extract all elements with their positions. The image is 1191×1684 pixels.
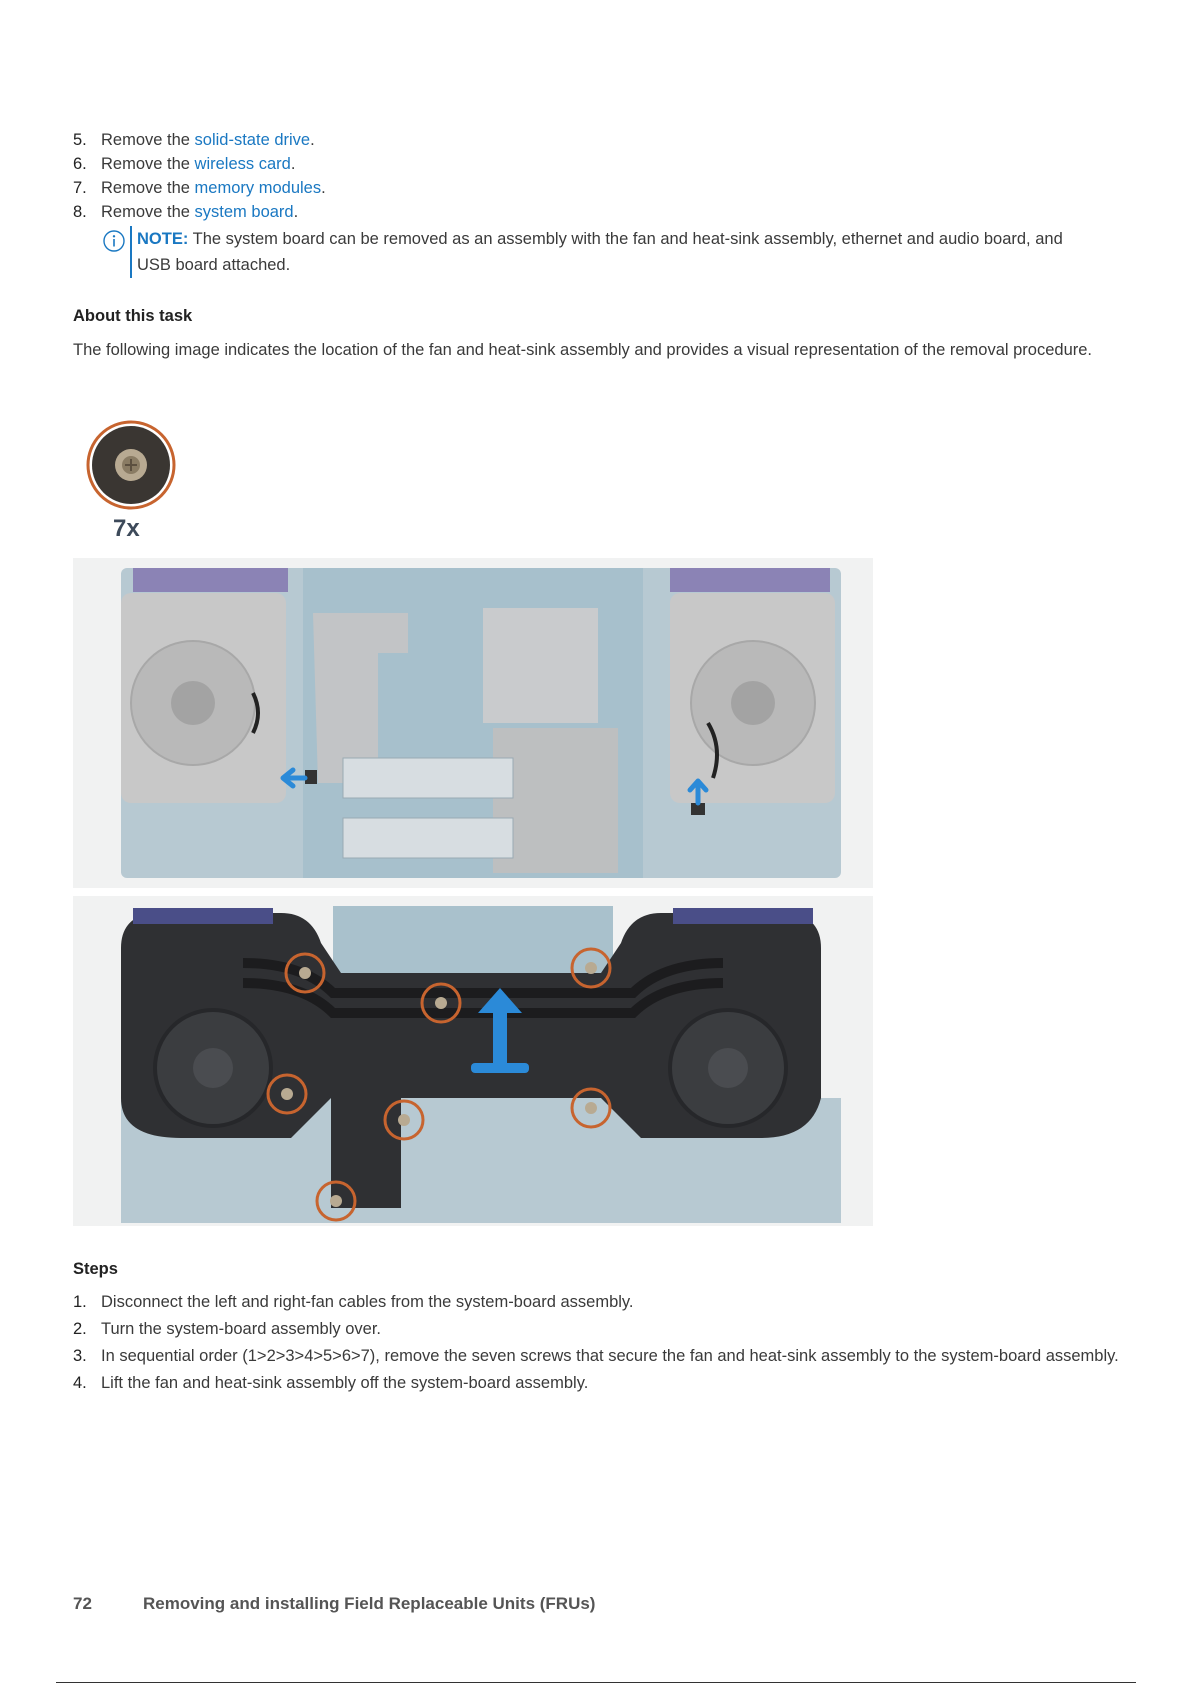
page-footer xyxy=(73,1594,595,1614)
footer-divider xyxy=(56,1682,1136,1683)
fan-heatsink-removal-figure xyxy=(73,418,873,1226)
note-text: NOTE: The system board can be removed as an assembly with the fan and heat-sink assembly, ethernet and audio board, and USB board attached. xyxy=(137,230,1063,274)
top-panel-illustration xyxy=(73,558,873,888)
step-number: 2. xyxy=(73,1320,87,1338)
list-item: 7. Remove the memory modules. xyxy=(73,179,326,197)
step-number: 8. xyxy=(73,203,87,221)
steps-heading: Steps xyxy=(73,1260,118,1278)
step-number: 7. xyxy=(73,179,87,197)
step-number: 3. xyxy=(73,1347,87,1365)
note-bar xyxy=(130,226,132,278)
step-number: 4. xyxy=(73,1374,87,1392)
about-text: The following image indicates the location of the fan and heat-sink assembly and provides a visual representation of the removal procedure. xyxy=(73,341,1093,359)
solid-state-drive-link[interactable]: solid-state drive xyxy=(194,131,311,149)
about-heading: About this task xyxy=(73,307,193,325)
list-item: 8. Remove the system board. xyxy=(73,203,299,221)
list-item: 1. Disconnect the left and right-fan cables from the system-board assembly. xyxy=(73,1293,634,1311)
screw-callout xyxy=(88,422,174,508)
list-item: 4. Lift the fan and heat-sink assembly off the system-board assembly. xyxy=(73,1374,589,1392)
step-number: 1. xyxy=(73,1293,87,1311)
footer-section-title: Removing and installing Field Replaceable Units (FRUs) xyxy=(143,1594,596,1613)
steps-list xyxy=(73,1292,1123,1393)
info-icon xyxy=(103,230,125,252)
note-box xyxy=(103,224,1083,278)
screw-count: 7x xyxy=(113,515,140,542)
list-item: 6. Remove the wireless card. xyxy=(73,155,296,173)
list-item: 3. In sequential order (1>2>3>4>5>6>7), remove the seven screws that secure the fan and heat-sink assembly to the system-board assembly. xyxy=(73,1347,1119,1365)
note-label: NOTE: xyxy=(137,230,189,248)
step-number: 6. xyxy=(73,155,87,173)
prerequisite-list xyxy=(73,130,1123,222)
system-board-link[interactable]: system board xyxy=(194,203,294,221)
wireless-card-link[interactable]: wireless card xyxy=(194,155,291,173)
step-number: 5. xyxy=(73,131,87,149)
list-item: 5. Remove the solid-state drive. xyxy=(73,131,315,149)
bottom-panel-illustration xyxy=(73,896,873,1226)
memory-modules-link[interactable]: memory modules xyxy=(194,179,322,197)
list-item: 2. Turn the system-board assembly over. xyxy=(73,1320,382,1338)
page-number: 72 xyxy=(73,1594,92,1613)
